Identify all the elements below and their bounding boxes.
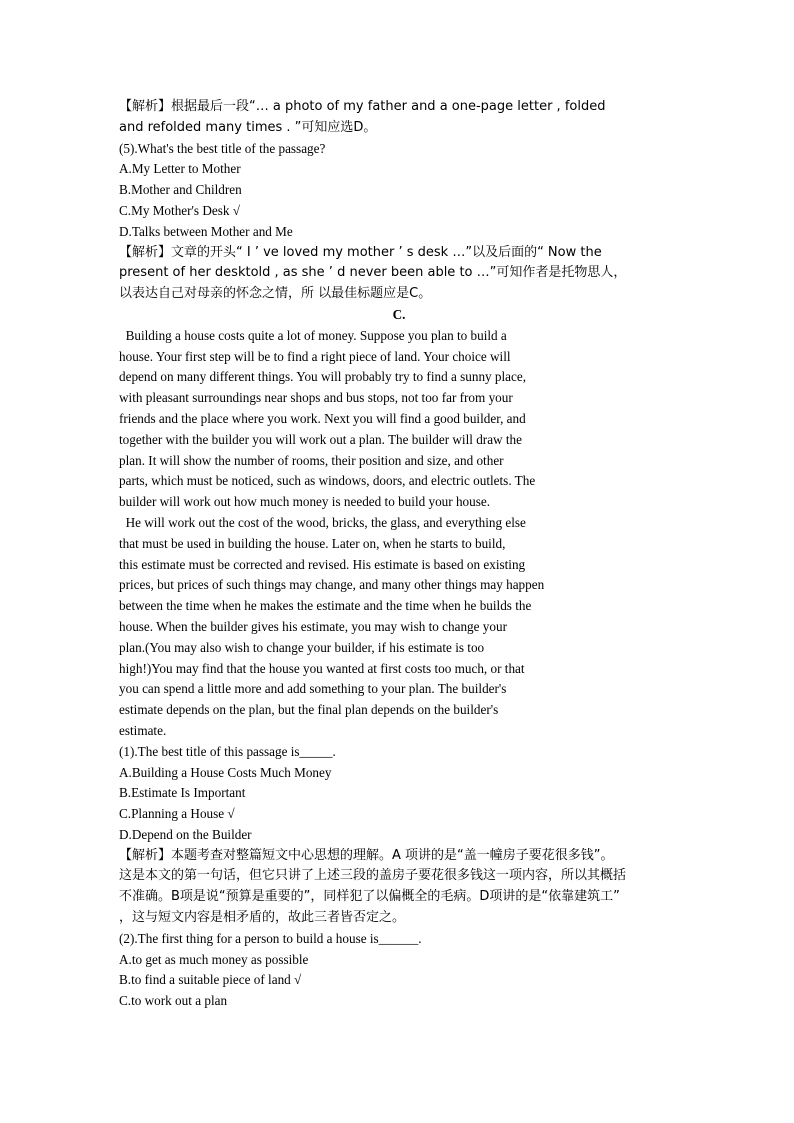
analysis-line: 【解析】本题考查对整篇短文中心思想的理解。A 项讲的是“盖一幢房子要花很多钱”。 bbox=[119, 847, 614, 863]
passage-line: you can spend a little more and add something to your plan. The builder's bbox=[119, 681, 507, 697]
option-a: A.My Letter to Mother bbox=[119, 161, 241, 177]
analysis-line: and refolded many times . ”可知应选D。 bbox=[119, 119, 377, 135]
passage-line: depend on many different things. You will probably try to find a sunny place, bbox=[119, 369, 527, 385]
option-c: C.My Mother's Desk √ bbox=[119, 202, 240, 218]
option-a: A.Building a House Costs Much Money bbox=[119, 764, 332, 780]
passage-line: Building a house costs quite a lot of money. Suppose you plan to build a bbox=[119, 327, 507, 343]
analysis-line: ，这与短文内容是相矛盾的，故此三者皆否定之。 bbox=[119, 910, 406, 926]
analysis-line: 不准确。B项是说“预算是重要的”，同样犯了以偏概全的毛病。D项讲的是“依靠建筑工” bbox=[119, 889, 620, 905]
section-heading: C. bbox=[392, 306, 406, 322]
analysis-line: 这是本文的第一句话，但它只讲了上述三段的盖房子要花很多钱这一项内容，所以其概括 bbox=[119, 868, 627, 884]
passage-line: parts, which must be noticed, such as windows, doors, and electric outlets. The bbox=[119, 473, 536, 489]
passage-line: house. Your first step will be to find a right piece of land. Your choice will bbox=[119, 348, 511, 364]
option-b: B.to find a suitable piece of land √ bbox=[119, 972, 302, 988]
passage-line: friends and the place where you work. Next you will find a good builder, and bbox=[119, 410, 526, 426]
passage-line: estimate depends on the plan, but the final plan depends on the builder's bbox=[119, 702, 499, 718]
option-c: C.Planning a House √ bbox=[119, 806, 235, 822]
passage-line: plan. It will show the number of rooms, their position and size, and other bbox=[119, 452, 504, 468]
passage-line: with pleasant surroundings near shops and bus stops, not too far from your bbox=[119, 390, 513, 406]
question-5: (5).What's the best title of the passage? bbox=[119, 140, 326, 156]
passage-line: that must be used in building the house. Later on, when he starts to build, bbox=[119, 535, 506, 551]
option-d: D.Depend on the Builder bbox=[119, 826, 252, 842]
option-b: B.Estimate Is Important bbox=[119, 785, 246, 801]
passage-line: prices, but prices of such things may change, and many other things may happen bbox=[119, 577, 545, 593]
question-1: (1).The best title of this passage is_____. bbox=[119, 743, 336, 759]
passage-line: together with the builder you will work out a plan. The builder will draw the bbox=[119, 431, 522, 447]
question-2: (2).The first thing for a person to build a house is______. bbox=[119, 930, 422, 946]
analysis-line: present of her desktold , as she ’ d never been able to …”可知作者是托物思人， bbox=[119, 265, 627, 281]
passage-line: estimate. bbox=[119, 722, 167, 738]
option-c: C.to work out a plan bbox=[119, 993, 228, 1009]
passage-line: this estimate must be corrected and revised. His estimate is based on existing bbox=[119, 556, 526, 572]
option-a: A.to get as much money as possible bbox=[119, 951, 309, 967]
analysis-line: 以表达自己对母亲的怀念之情，所 以最佳标题应是C。 bbox=[119, 286, 432, 302]
passage-line: house. When the builder gives his estimate, you may wish to change your bbox=[119, 618, 507, 634]
option-d: D.Talks between Mother and Me bbox=[119, 223, 293, 239]
analysis-line: 【解析】文章的开头“ I ’ ve loved my mother ’ s desk …”以及后面的“ Now the bbox=[119, 244, 602, 260]
passage-line: builder will work out how much money is needed to build your house. bbox=[119, 494, 491, 510]
passage-line: between the time when he makes the estimate and the time when he builds the bbox=[119, 598, 532, 614]
document-page bbox=[119, 97, 679, 1012]
passage-line: He will work out the cost of the wood, bricks, the glass, and everything else bbox=[119, 514, 526, 530]
option-b: B.Mother and Children bbox=[119, 182, 242, 198]
passage-line: high!)You may find that the house you wanted at first costs too much, or that bbox=[119, 660, 525, 676]
analysis-line: 【解析】根据最后一段“… a photo of my father and a one-page letter , folded bbox=[119, 99, 606, 114]
passage-line: plan.(You may also wish to change your builder, if his estimate is too bbox=[119, 639, 485, 655]
